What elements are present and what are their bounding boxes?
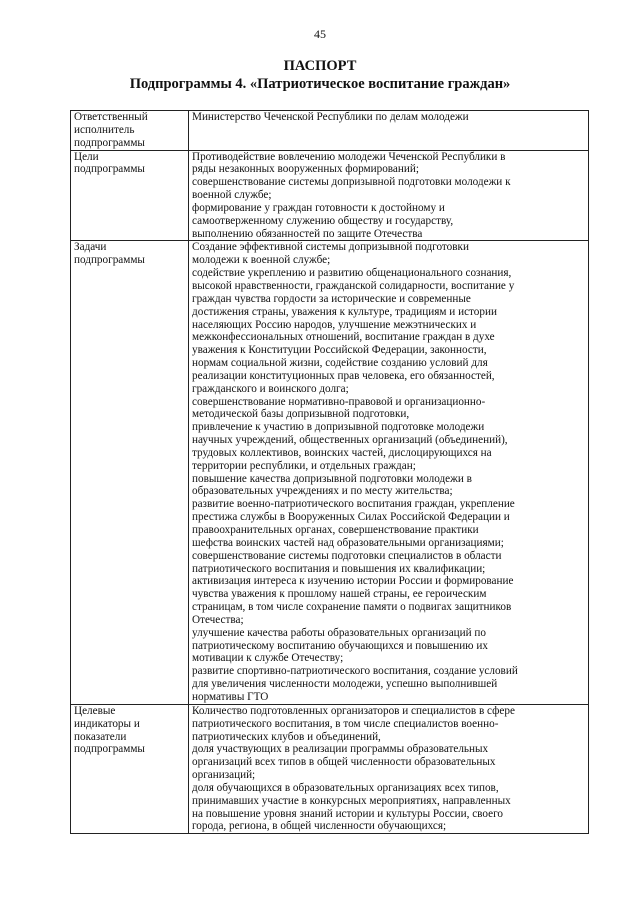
row-content-cell (189, 111, 589, 151)
row-label-line: подпрограммы (74, 254, 145, 267)
row-content-line: совершенствование нормативно-правовой и организационно- (192, 395, 486, 408)
row-content-line: доля участвующих в реализации программы образовательных (192, 743, 489, 756)
row-content-line: уважения к Конституции Российской Федерации, законности, (192, 344, 487, 357)
row-content-line: молодежи к военной службе; (192, 254, 331, 267)
row-label-line: Цели (74, 150, 99, 163)
row-content-line: доля обучающихся в образовательных организациях всех типов, (192, 781, 499, 794)
table-row (71, 704, 589, 833)
row-content-line: высокой нравственности, гражданской солидарности, воспитание у (192, 279, 515, 292)
row-content-line: реализации конституционных прав человека, его обязанностей, (192, 369, 495, 382)
row-content-line: улучшение качества работы образовательных организаций по (192, 626, 487, 639)
row-label-line: подпрограммы (74, 136, 145, 149)
row-content-line: организаций; (192, 769, 256, 782)
row-content-line: патриотических клубов и объединений, (192, 730, 381, 743)
row-content-line: трудовых коллективов, воинских частей, дислоцирующихся на (192, 446, 492, 459)
row-content-line: престижа службы в Вооруженных Силах Российской Федерации и (192, 511, 510, 524)
row-content-line: повышение качества допризывной подготовки молодежи в (192, 472, 472, 485)
row-content-line: формирование у граждан готовности к достойному и (192, 201, 445, 214)
row-content-line: правоохранительных органах, совершенствование практики (192, 524, 479, 536)
page-number: 45 (314, 27, 326, 41)
row-label-cell (71, 704, 189, 833)
row-label-line: показатели (74, 730, 127, 743)
row-content-line: нормативы ГТО (192, 690, 269, 703)
row-content-cell (189, 704, 589, 833)
table-row (71, 241, 589, 704)
row-content-line: активизация интереса к изучению истории России и формирование (192, 575, 514, 588)
row-label-line: исполнитель (74, 123, 135, 136)
row-content-line: самоотверженному служению обществу и государству, (192, 214, 454, 227)
row-content-line: военной службе; (192, 189, 272, 202)
table-row (71, 111, 589, 151)
document-subtitle: Подпрограммы 4. «Патриотическое воспитание граждан» (129, 76, 511, 92)
row-label-cell (71, 111, 189, 151)
row-content-line: Министерство Чеченской Республики по делам молодежи (192, 111, 469, 123)
row-content-line: Отечества; (192, 613, 244, 626)
document-title: ПАСПОРТ (283, 58, 357, 74)
row-label-line: Целевые (74, 704, 116, 717)
row-label-line: подпрограммы (74, 743, 145, 756)
row-content-line: выполнению обязанностей по защите Отечества (192, 227, 423, 240)
row-content-line: граждан чувства гордости за исторические и современные (192, 292, 471, 305)
row-content-line: шефства воинских частей над образовательными организациями; (192, 536, 504, 549)
row-content-line: для увеличения численности молодежи, успешно выполнившей (192, 678, 498, 691)
row-label-cell (71, 241, 189, 704)
row-content-line: привлечение к участию в допризывной подготовке молодежи (192, 421, 485, 434)
row-content-line: мотивации к службе Отечеству; (192, 652, 344, 665)
table-row (71, 150, 589, 241)
row-content-line: на повышение уровня знаний истории и культуры России, своего (192, 807, 503, 820)
row-label-line: индикаторы и (74, 717, 140, 730)
row-content-line: содействие укреплению и развитию общенационального сознания, (192, 267, 512, 280)
row-label-line: Задачи (74, 241, 107, 254)
row-content-line: патриотического воспитания и повышения их квалификации; (192, 562, 486, 575)
row-content-line: территории республики, и отдельных граждан; (192, 459, 416, 472)
row-content-line: города, региона, в общей численности обучающихся; (192, 820, 447, 833)
row-content-line: научных учреждений, общественных организаций (объединений), (192, 434, 508, 447)
row-content-line: развитие военно-патриотического воспитания граждан, укрепление (192, 498, 515, 511)
row-content-line: межконфессиональных отношений, воспитание граждан в духе (192, 331, 495, 344)
row-content-line: достижения страны, уважения к культуре, традициям и истории (192, 305, 497, 318)
row-content-line: патриотическому воспитанию обучающихся и повышению их (192, 639, 488, 652)
row-content-line: нормам социальной жизни, содействие созданию условий для (192, 357, 488, 370)
row-content-line: Количество подготовленных организаторов и специалистов в сфере (192, 704, 515, 717)
row-content-line: населяющих Россию народов, улучшение межэтнических и (192, 318, 477, 331)
row-label-cell (71, 150, 189, 241)
row-content-cell (189, 150, 589, 241)
row-content-line: организаций всех типов в общей численности образовательных (192, 756, 496, 769)
row-content-line: методической базы допризывной подготовки, (192, 408, 410, 421)
row-content-line: страницам, в том числе сохранение памяти о подвигах защитников (192, 601, 512, 614)
row-content-line: патриотического воспитания, в том числе специалистов военно- (192, 717, 499, 730)
row-content-line: ряды незаконных вооруженных формирований; (192, 163, 419, 176)
row-label-line: Ответственный (74, 111, 148, 123)
row-content-line: образовательных учреждениях и по месту жительства; (192, 485, 453, 498)
row-content-line: гражданского и воинского долга; (192, 382, 349, 395)
row-content-line: принимавших участие в конкурсных мероприятиях, направленных (192, 794, 511, 807)
row-content-line: совершенствование системы допризывной подготовки молодежи к (192, 176, 511, 189)
passport-table (70, 110, 589, 834)
row-content-line: Создание эффективной системы допризывной подготовки (192, 241, 469, 254)
row-label-line: подпрограммы (74, 163, 145, 176)
row-content-line: Противодействие вовлечению молодежи Чеченской Республики в (192, 150, 506, 163)
row-content-line: развитие спортивно-патриотического воспитания, создание условий (192, 665, 518, 678)
row-content-cell (189, 241, 589, 704)
row-content-line: совершенствование системы подготовки специалистов в области (192, 549, 502, 562)
row-content-line: чувства уважения к прошлому нашей страны, ее героическим (192, 588, 487, 601)
